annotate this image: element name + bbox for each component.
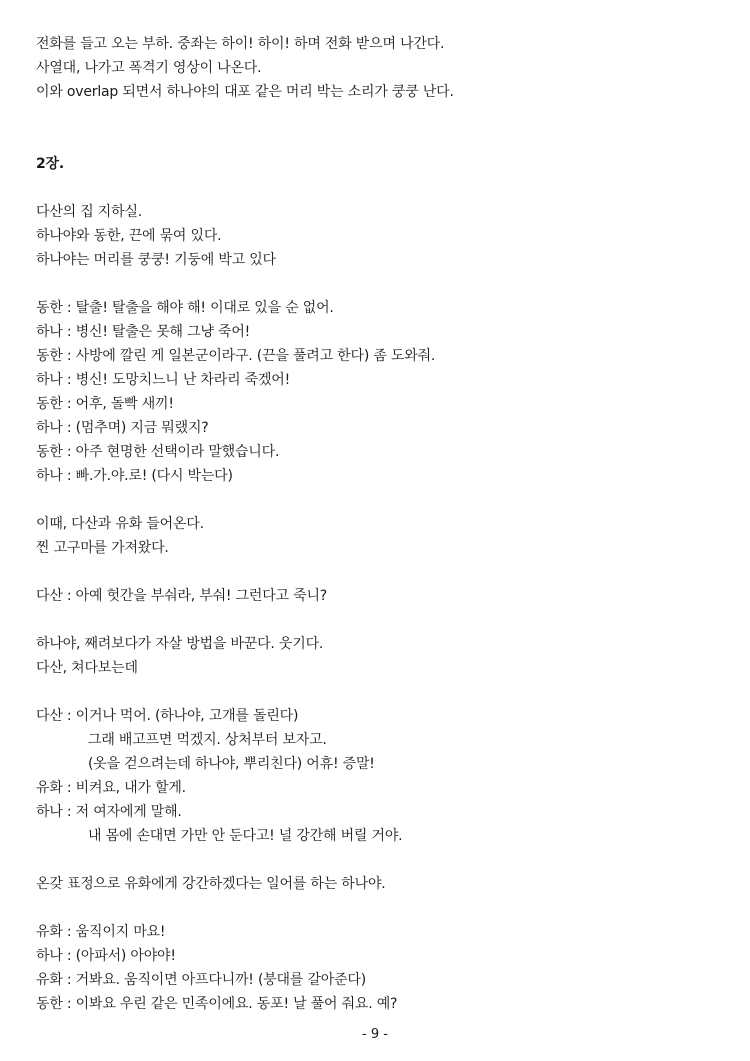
dialogue-line: 유화 : 거봐요. 움직이면 아프다니까! (붕대를 갈아준다) — [36, 972, 367, 988]
dialogue-line: 유화 : 비켜요, 내가 할게. — [36, 780, 186, 796]
stage-direction: 이와 overlap 되면서 하나야의 대포 같은 머리 박는 소리가 쿵쿵 난다. — [36, 84, 454, 100]
stage-direction: 찐 고구마를 가져왔다. — [36, 540, 169, 556]
stage-direction: 하나야와 동한, 끈에 묶여 있다. — [36, 228, 222, 244]
scene-heading: 2장. — [36, 156, 64, 172]
dialogue-line: 동한 : 탈출! 탈출을 해야 해! 이대로 있을 순 없어. — [36, 300, 334, 316]
stage-direction: 온갖 표정으로 유화에게 강간하겠다는 일어를 하는 하나야. — [36, 876, 386, 892]
stage-direction: 다산, 쳐다보는데 — [36, 660, 138, 676]
dialogue-continuation: 그래 배고프면 먹겠지. 상처부터 보자고. — [88, 732, 327, 748]
dialogue-continuation: (옷을 걷으려는데 하나야, 뿌리친다) 어휴! 증말! — [88, 756, 375, 772]
dialogue-line: 하나 : 병신! 도망치느니 난 차라리 죽겠어! — [36, 372, 291, 388]
dialogue-line: 동한 : 사방에 깔린 게 일본군이라구. (끈을 풀려고 한다) 좀 도와줘. — [36, 348, 436, 364]
dialogue-line: 하나 : 병신! 탈출은 못해 그냥 죽어! — [36, 324, 251, 340]
dialogue-line: 하나 : 빠.가.야.로! (다시 박는다) — [36, 468, 233, 484]
page-number: - 9 - — [362, 1027, 388, 1042]
dialogue-line: 동한 : 아주 현명한 선택이라 말했습니다. — [36, 444, 280, 460]
dialogue-continuation: 내 몸에 손대면 가만 안 둔다고! 널 강간해 버릴 거야. — [88, 828, 403, 844]
dialogue-line: 동한 : 어후, 돌빡 새끼! — [36, 396, 174, 412]
dialogue-line: 동한 : 이봐요 우린 같은 민족이에요. 동포! 날 풀어 줘요. 예? — [36, 996, 398, 1012]
dialogue-line: 하나 : (멈추며) 지금 뭐랬지? — [36, 420, 209, 436]
dialogue-line: 유화 : 움직이지 마요! — [36, 924, 166, 940]
stage-direction: 이때, 다산과 유화 들어온다. — [36, 516, 204, 532]
dialogue-line: 하나 : 저 여자에게 말해. — [36, 804, 182, 820]
stage-direction: 다산의 집 지하실. — [36, 204, 143, 220]
stage-direction: 사열대, 나가고 폭격기 영상이 나온다. — [36, 60, 262, 76]
dialogue-line: 하나 : (아파서) 아야야! — [36, 948, 176, 964]
stage-direction: 하나야는 머리를 쿵쿵! 기둥에 박고 있다 — [36, 252, 276, 268]
stage-direction: 전화를 들고 오는 부하. 중좌는 하이! 하이! 하며 전화 받으며 나간다. — [36, 36, 445, 52]
stage-direction: 하나야, 째려보다가 자살 방법을 바꾼다. 웃기다. — [36, 636, 324, 652]
dialogue-line: 다산 : 아예 헛간을 부숴라, 부숴! 그런다고 죽니? — [36, 588, 327, 604]
dialogue-line: 다산 : 이거나 먹어. (하나야, 고개를 돌린다) — [36, 708, 299, 724]
